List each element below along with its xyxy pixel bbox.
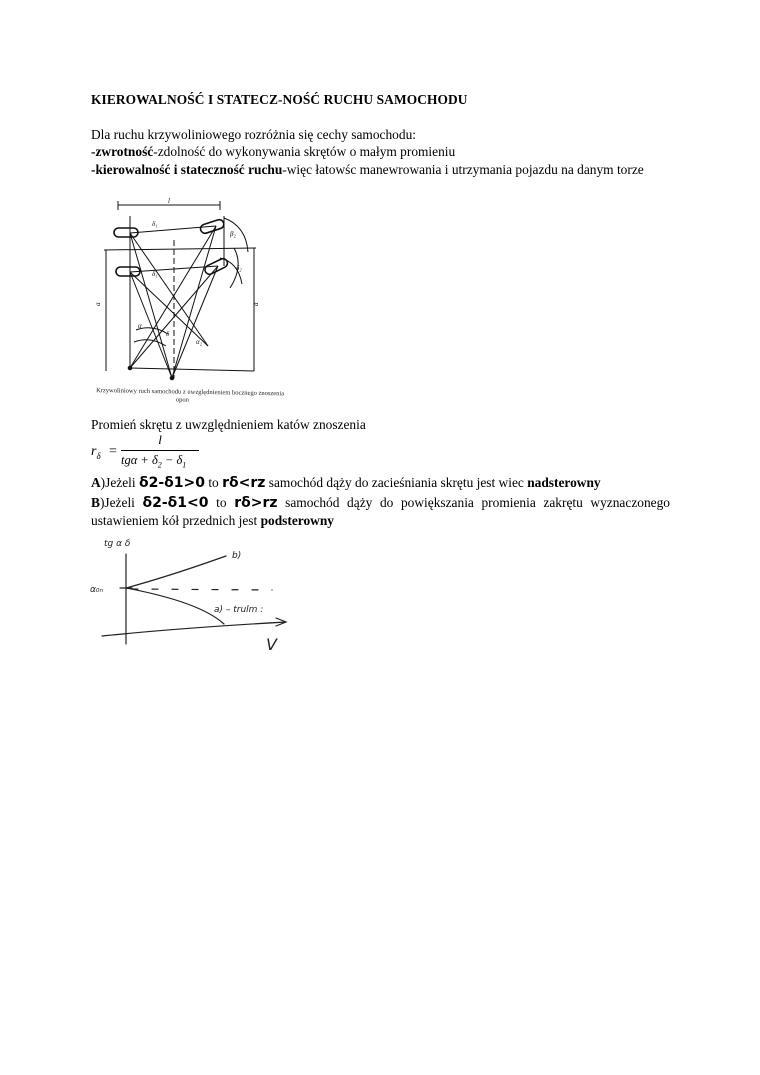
svg-text:δ₁: δ₁ [152,270,158,278]
turning-radius-formula [91,432,211,472]
case-b-result: podsterowny [260,513,334,529]
item-kierowalnosc [91,161,670,178]
turning-geometry-figure [96,196,320,410]
svg-text:δ₁: δ₁ [152,220,158,228]
formula-numerator: l [158,432,162,447]
case-a-condition: δ2-δ1>0 [138,475,205,491]
case-b-condition: δ2-δ1<0 [142,495,209,511]
case-a-radius-condition: rδ<rz [222,475,266,491]
sketch-x-axis-label: V [266,635,277,654]
item-zwrotnosc-term: -zwrotność [91,144,154,159]
item-zwrotnosc [91,143,670,160]
svg-text:δ₂: δ₂ [236,264,242,272]
sketch-y-axis-label: tg α δ [104,539,131,549]
case-a-label: A [91,475,101,490]
formula-intro: Promień skrętu z uwzględnieniem katów znoszenia [91,417,366,432]
figure1-caption-line1: Krzywoliniowy ruch samochodu z uwzględnieniem bocznego znoszenia [96,387,285,398]
case-b-label: B [91,495,100,510]
svg-text:a: a [252,302,260,306]
svg-text:l: l [168,197,170,205]
sketch-curve-a-label: a) – trulm : [214,605,264,615]
case-a-paragraph: A)Jeżeli δ2-δ1>0 to rδ<rz samochód dąży do zacieśniania skrętu jest wiec nadsterowny [91,475,601,491]
formula-lhs: $r_\delta$ [91,444,101,461]
svg-text:β₂: β₂ [230,230,236,238]
steering-characteristic-sketch [90,532,300,660]
item-zwrotnosc-definition: -zdolność do wykonywania skrętów o małym promieniu [153,144,456,159]
formula-equals: = [109,444,117,459]
svg-text:α: α [138,322,142,330]
case-a-result: nadsterowny [527,475,601,490]
item-kierowalnosc-definition: -więc łatowśc manewrowania i utrzymania pojazdu na danym torze [282,162,644,177]
document-title: KIEROWALNOŚĆ I STATECZ-NOŚĆ RUCHU SAMOCHODU [91,92,468,107]
svg-text:α₂: α₂ [196,338,203,346]
svg-text:δ: δ [166,330,170,338]
intro-paragraph: Dla ruchu krzywoliniowego rozróżnia się cechy samochodu: [91,127,416,142]
curve-b [126,556,226,588]
item-kierowalnosc-term: -kierowalność i stateczność ruchu [91,162,283,177]
case-b-paragraph: B)Jeżeli δ2-δ1<0 to rδ>rz samochód dąży do powiększania promienia zakrętu wyznaczonego ustawieniem kół przednich jest podsterowny [91,495,670,529]
sketch-origin-label: α₀ₙ [90,585,104,595]
svg-text:a: a [94,302,102,306]
formula-denominator: $tg\alpha + \delta_2 - \delta_1$ [121,453,187,470]
sketch-curve-b-label: b) [232,551,242,561]
curve-a [126,588,224,624]
formula-fraction-bar [121,450,199,451]
case-b-radius-condition: rδ>rz [234,495,278,511]
figure1-caption-line2: opon [175,396,190,404]
